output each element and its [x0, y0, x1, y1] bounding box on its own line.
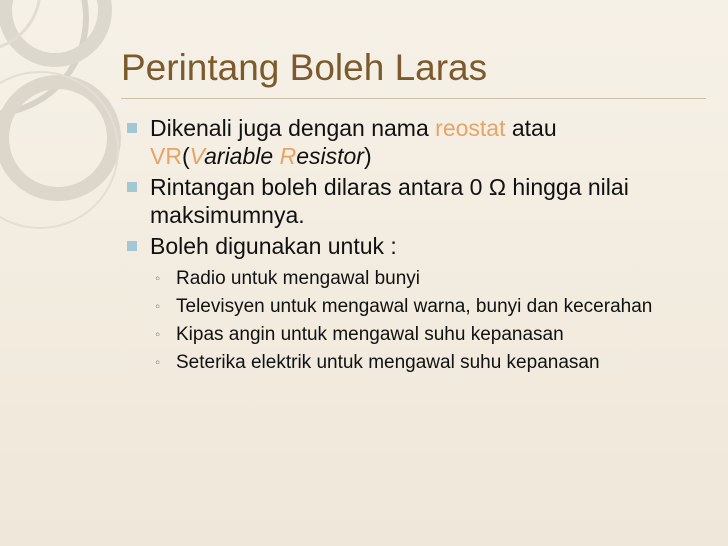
circle-bullet-icon: ◦: [155, 354, 161, 371]
sub-bullet-item: [155, 296, 710, 318]
bullet-text-part: ariable: [204, 143, 280, 169]
bullet-item-rintangan: [150, 173, 710, 229]
sub-bullet-item: [155, 324, 710, 346]
square-bullet-icon: [127, 182, 137, 192]
sub-bullet-item: [155, 352, 710, 374]
sub-bullet-text: Kipas angin untuk mengawal suhu kepanasan: [176, 324, 564, 345]
square-bullet-icon: [127, 123, 137, 133]
sub-bullet-text: Radio untuk mengawal bunyi: [176, 268, 420, 289]
slide-title: Perintang Boleh Laras: [121, 47, 488, 88]
bullet-text-part: Dikenali juga dengan nama: [150, 115, 436, 141]
deco-circle-lower-thin: [0, 72, 118, 228]
circle-bullet-icon: ◦: [155, 270, 161, 287]
deco-circle-ring: [5, 0, 105, 60]
accent-text-reostat: reostat: [435, 115, 506, 141]
accent-text-vr: VR: [150, 143, 182, 169]
bullet-text-part: atau: [505, 115, 557, 141]
accent-text-v: V: [189, 143, 205, 169]
square-bullet-icon: [127, 241, 137, 251]
sub-bullet-list: [150, 268, 710, 374]
deco-circle-lower: [2, 82, 114, 194]
bullet-item-kegunaan: [150, 232, 710, 260]
sub-bullet-text: Televisyen untuk mengawal warna, bunyi dan kecerahan: [176, 296, 653, 317]
deco-circle-small: [0, 0, 40, 50]
deco-circle-large: [0, 0, 86, 114]
accent-text-r: R: [279, 143, 297, 169]
slide-content: [150, 114, 710, 380]
circle-bullet-icon: ◦: [155, 298, 161, 315]
bullet-text-part: esistor: [296, 143, 364, 169]
bullet-item-reostat: [150, 114, 710, 170]
title-divider: [121, 98, 706, 99]
bullet-text-part: ): [363, 143, 372, 169]
bullet-text-part: (: [181, 143, 190, 169]
circle-bullet-icon: ◦: [155, 326, 161, 343]
sub-bullet-text: Seterika elektrik untuk mengawal suhu kepanasan: [176, 352, 600, 373]
bullet-text: Rintangan boleh dilaras antara 0 Ω hingga nilai maksimumnya.: [150, 174, 629, 228]
sub-bullet-item: [155, 268, 710, 290]
bullet-text: Boleh digunakan untuk :: [150, 233, 397, 259]
